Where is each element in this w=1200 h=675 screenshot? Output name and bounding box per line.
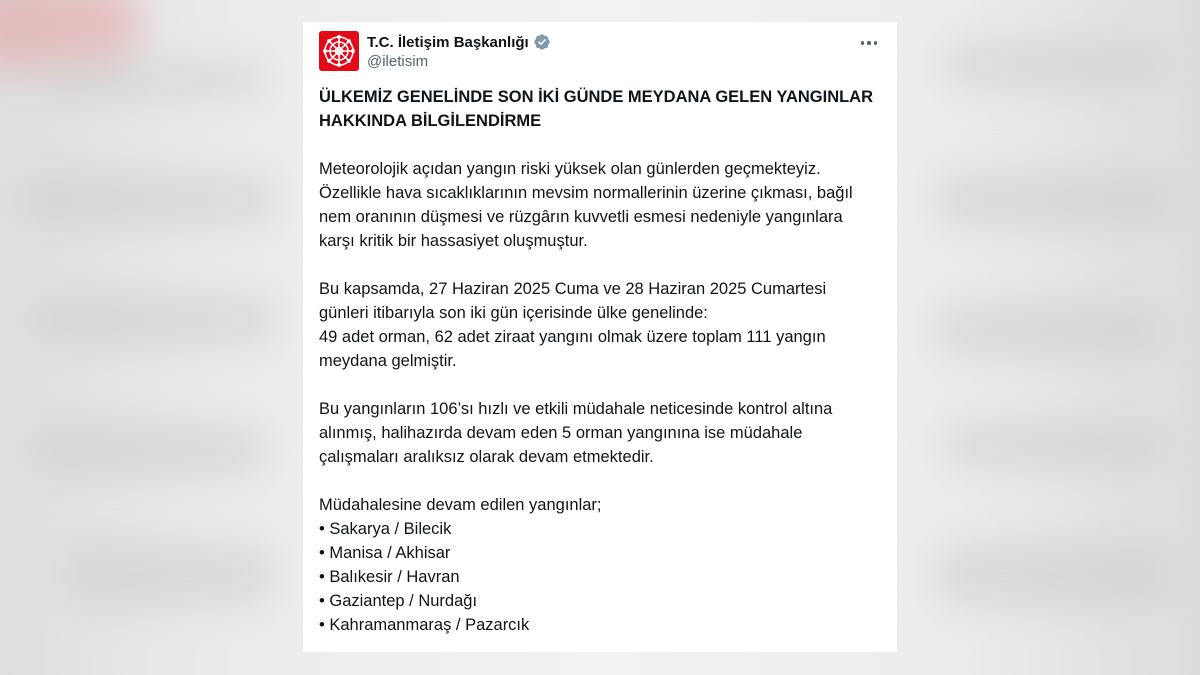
iletisim-logo-icon[interactable] (319, 31, 359, 71)
headline-line: HAKKINDA BİLGİLENDİRME (319, 112, 542, 130)
text-line: günleri itibarıyla son iki gün içerisinde ülke genelinde: (319, 304, 708, 322)
post-header (319, 31, 881, 85)
paragraph-risk (319, 157, 881, 253)
text-line: Meteorolojik açıdan yangın riski yüksek olan günlerden geçmekteyiz. (319, 160, 821, 178)
account-name-row (367, 32, 551, 52)
text-line: 49 adet orman, 62 adet ziraat yangını olmak üzere toplam 111 yangın (319, 328, 826, 346)
list-intro: Müdahalesine devam edilen yangınlar; (319, 496, 602, 514)
list-item: • Gaziantep / Nurdağı (319, 592, 478, 610)
text-line: karşı kritik bir hassasiyet oluşmuştur. (319, 232, 588, 250)
text-line: nem oranının düşmesi ve rüzgârın kuvvetli esmesi nedeniyle yangınlara (319, 208, 843, 226)
post-card (303, 22, 897, 652)
text-line: Özellikle hava sıcaklıklarının mevsim normallerinin üzerine çıkması, bağıl (319, 184, 853, 202)
verified-badge-icon (533, 33, 551, 51)
post-text (319, 85, 881, 637)
list-item: • Kahramanmaraş / Pazarcık (319, 616, 530, 634)
more-options-icon[interactable] (857, 33, 881, 53)
text-line: Bu yangınların 106’sı hızlı ve etkili müdahale neticesinde kontrol altına (319, 400, 833, 418)
paragraph-response (319, 397, 881, 469)
text-line: alınmış, halihazırda devam eden 5 orman yangınına ise müdahale (319, 424, 803, 442)
text-line: çalışmaları aralıksız olarak devam etmektedir. (319, 448, 654, 466)
text-line: meydana gelmiştir. (319, 352, 457, 370)
text-line: Bu kapsamda, 27 Haziran 2025 Cuma ve 28 Haziran 2025 Cumartesi (319, 280, 827, 298)
paragraph-statistics (319, 277, 881, 373)
account-handle[interactable]: @iletisim (367, 53, 429, 70)
post-headline (319, 85, 881, 133)
list-item: • Balıkesir / Havran (319, 568, 460, 586)
list-item: • Manisa / Akhisar (319, 544, 451, 562)
account-display-name[interactable]: T.C. İletişim Başkanlığı (367, 33, 529, 51)
headline-line: ÜLKEMİZ GENELİNDE SON İKİ GÜNDE MEYDANA GELEN YANGINLAR (319, 88, 874, 106)
list-item: • Sakarya / Bilecik (319, 520, 452, 538)
ongoing-fires-list (319, 493, 881, 637)
